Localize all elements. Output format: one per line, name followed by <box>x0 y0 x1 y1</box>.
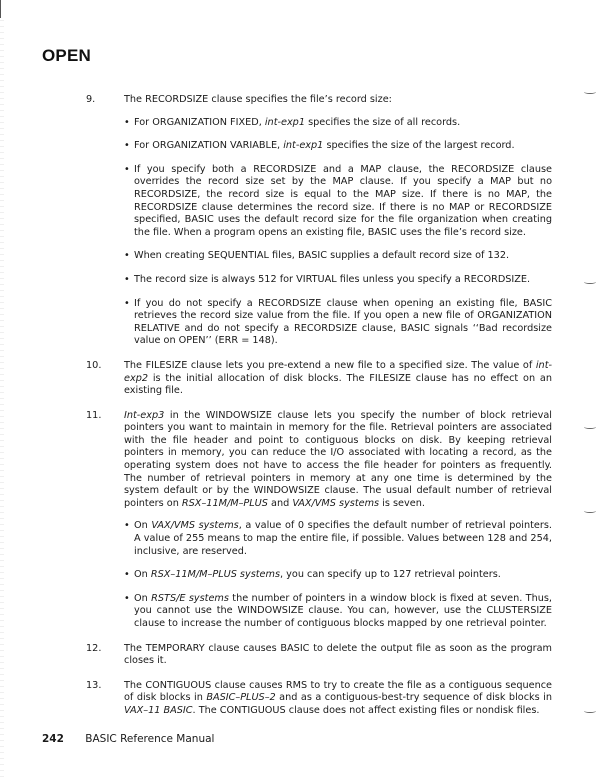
text-run: . The CONTIGUOUS clause does not affect existing files or nondisk files. <box>192 704 540 716</box>
change-bar-mark <box>584 709 596 713</box>
item-text: The RECORDSIZE clause specifies the file’s record size: <box>124 94 392 105</box>
bullet-emphasis: VAX/VMS systems <box>151 520 239 532</box>
bullet-text: For ORGANIZATION VARIABLE, <box>134 140 284 152</box>
item-number: 9. <box>86 94 96 105</box>
item-9 <box>86 94 552 348</box>
text-run: and as a contiguous-best-try sequence of disk blocks in <box>275 692 552 704</box>
item-number: 12. <box>86 642 102 654</box>
bullet-icon: • <box>124 250 130 262</box>
bullet-text: , you can specify up to 127 retrieval pointers. <box>280 569 501 581</box>
bullet-text: On <box>134 520 152 532</box>
page-body <box>86 94 552 730</box>
item-12 <box>86 643 552 668</box>
page-footer <box>42 733 214 745</box>
item-text: The TEMPORARY clause causes BASIC to delete the output file as soon as the program closes it. <box>124 642 552 667</box>
bullet-icon: • <box>124 273 130 285</box>
bullet-list <box>124 117 552 348</box>
bullet-item <box>124 298 552 348</box>
scan-edge-dots <box>0 20 4 780</box>
bullet-text: When creating SEQUENTIAL files, BASIC supplies a default record size of 132. <box>134 250 510 262</box>
item-number: 13. <box>86 679 102 691</box>
change-bar-mark <box>584 280 596 284</box>
bullet-text: For ORGANIZATION FIXED, <box>134 116 265 128</box>
bullet-icon: • <box>124 592 130 604</box>
text-run: and <box>267 497 293 509</box>
text-run: is the initial allocation of disk blocks. The FILESIZE clause has no effect on an existing file. <box>124 372 552 397</box>
bullet-item <box>124 520 552 558</box>
bullet-item <box>124 164 552 240</box>
bullet-icon: • <box>124 569 130 581</box>
item-10 <box>86 360 552 398</box>
text-emphasis: int-exp2 <box>124 359 552 384</box>
item-13 <box>86 680 552 718</box>
item-text <box>124 680 552 718</box>
bullet-item <box>124 593 552 631</box>
bullet-item <box>124 569 552 582</box>
page-number: 242 <box>42 733 64 745</box>
bullet-text: specifies the size of the largest record. <box>323 140 515 152</box>
text-run: in the WINDOWSIZE clause lets you specify the number of block retrieval pointers you want to maintain in memory for the file. Retrieval pointers are associated with the file header and point to contiguous blocks on disk. By keeping retrieval pointers in memory, you can reduce the I/O associated with locating a record, as the operating system does not have to access the file header for pointers as frequently. The number of retrieval pointers in memory at any one time is determined by the system default or by the WINDOWSIZE clause. The usual default number of retrieval pointers on <box>124 409 552 509</box>
scan-edge-rule <box>0 0 1 18</box>
text-emphasis: VAX–11 BASIC <box>124 704 193 716</box>
change-bar-mark <box>584 90 596 94</box>
bullet-text: the number of pointers in a window block is fixed at seven. Thus, you cannot use the WINDOWSIZE clause. You can, however, use the CLUSTERSIZE clause to increase the number of contiguous blocks mapped by one retrieval pointer. <box>134 592 552 629</box>
item-11 <box>86 410 552 631</box>
bullet-emphasis: int-exp1 <box>264 116 305 128</box>
bullet-icon: • <box>124 116 130 128</box>
bullet-icon: • <box>124 520 130 532</box>
bullet-item <box>124 140 552 153</box>
text-emphasis: VAX/VMS systems <box>292 497 380 509</box>
bullet-icon: • <box>124 140 130 152</box>
text-run: The FILESIZE clause lets you pre-extend a new file to a specified size. The value of <box>124 359 536 371</box>
bullet-item <box>124 250 552 263</box>
change-bar-mark <box>584 509 596 513</box>
bullet-emphasis: RSTS/E systems <box>151 592 229 604</box>
bullet-item <box>124 274 552 287</box>
text-emphasis: Int-exp3 <box>124 409 165 421</box>
bullet-item <box>124 117 552 130</box>
text-run: is seven. <box>379 497 425 509</box>
bullet-text: On <box>134 569 151 581</box>
bullet-emphasis: RSX–11M/M–PLUS systems <box>150 569 280 581</box>
item-text <box>124 410 552 511</box>
page-heading: OPEN <box>42 46 91 65</box>
change-bar-mark <box>584 425 596 429</box>
bullet-list <box>124 520 552 630</box>
text-emphasis: RSX–11M/M–PLUS <box>181 497 268 509</box>
bullet-text: , a value of 0 specifies the default number of retrieval pointers. A value of 255 means to map the entire file, if possible. Values between 128 and 254, inclusive, are reserved. <box>134 520 552 557</box>
bullet-text: specifies the size of all records. <box>305 116 461 128</box>
text-emphasis: BASIC–PLUS–2 <box>206 692 276 704</box>
bullet-text: The record size is always 512 for VIRTUAL files unless you specify a RECORDSIZE. <box>134 273 531 285</box>
bullet-text: On <box>134 592 152 604</box>
bullet-emphasis: int-exp1 <box>283 140 324 152</box>
bullet-icon: • <box>124 297 130 309</box>
item-number: 10. <box>86 359 102 371</box>
manual-title: BASIC Reference Manual <box>85 733 215 745</box>
bullet-text: If you specify both a RECORDSIZE and a MAP clause, the RECORDSIZE clause overrides the record size set by the MAP clause. If you specify a MAP but no RECORDSIZE, the record size is equal to the MAP size. If there is no MAP, the RECORDSIZE clause determines the record size. If there is no MAP or RECORDSIZE specified, BASIC uses the default record size for the file organization when creating the file. When a program opens an existing file, BASIC uses the file’s record size. <box>134 163 552 238</box>
bullet-text: If you do not specify a RECORDSIZE clause when opening an existing file, BASIC retrieves the record size value from the file. If you open a new file of ORGANIZATION RELATIVE and do not specify a RECORDSIZE clause, BASIC signals ‘‘Bad recordsize value on OPEN’’ (ERR = 148). <box>134 297 552 347</box>
text-run: The CONTIGUOUS clause causes RMS to try to create the file as a contiguous sequence of disk blocks in <box>124 679 552 704</box>
bullet-icon: • <box>124 163 130 175</box>
item-number: 11. <box>86 409 102 421</box>
item-text <box>124 360 552 398</box>
